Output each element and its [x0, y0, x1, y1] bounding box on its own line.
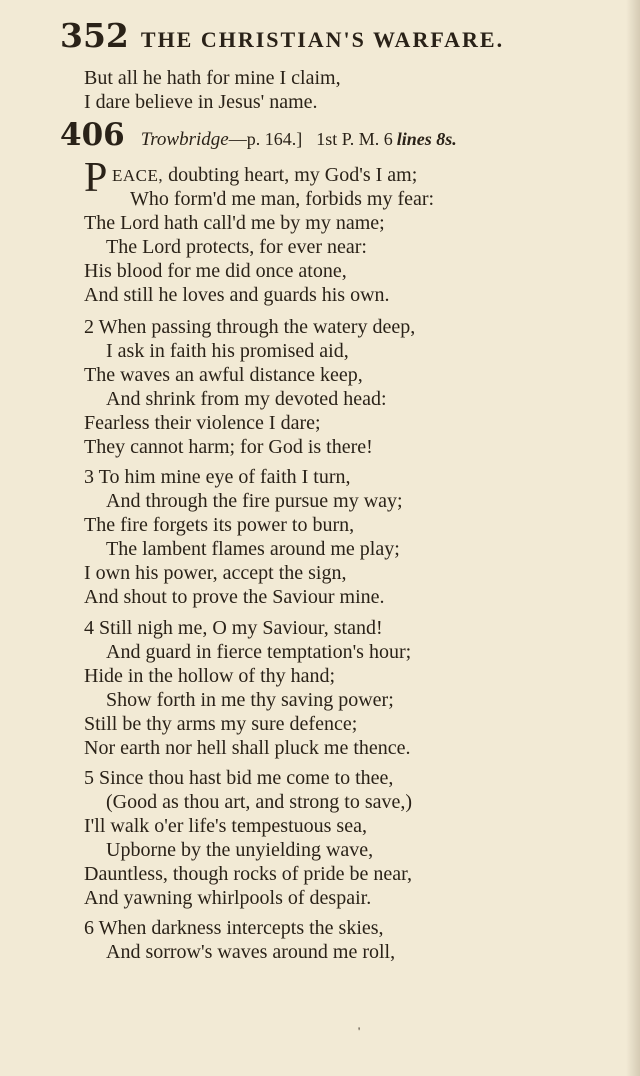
verse-line: I dare believe in Jesus' name.	[84, 91, 318, 113]
tune-name: Trowbridge	[140, 129, 229, 150]
stanza-number: 4	[84, 617, 94, 639]
verse-line: Upborne by the unyielding wave,	[106, 839, 374, 861]
hymn-number: 406	[60, 117, 125, 153]
stanza-first-line	[84, 766, 393, 790]
verse-line: I'll walk o'er life's tempestuous sea,	[84, 815, 367, 837]
page-edge-shadow	[626, 0, 640, 1076]
running-head	[60, 16, 580, 56]
running-title: THE CHRISTIAN'S WARFARE.	[140, 27, 505, 52]
stanza-number: 5	[84, 767, 94, 789]
verse-line: And through the fire pursue my way;	[106, 490, 403, 512]
stanza-number: 2	[84, 316, 94, 338]
verse-line: The Lord protects, for ever near:	[106, 236, 367, 258]
verse-line: And shout to prove the Saviour mine.	[84, 586, 385, 608]
footer-mark: '	[358, 1024, 361, 1038]
verse-line: And guard in fierce temptation's hour;	[106, 641, 412, 663]
verse-line: I ask in faith his promised aid,	[106, 340, 349, 362]
first-line-rest: doubting heart, my God's I am;	[163, 164, 418, 186]
verse-line: His blood for me did once atone,	[84, 260, 347, 282]
verse-line: Hide in the hollow of thy hand;	[84, 665, 336, 687]
verse-line: (Good as thou art, and strong to save,)	[106, 791, 413, 813]
verse-line: Nor earth nor hell shall pluck me thence.	[84, 737, 411, 759]
stanza-number: 6	[84, 917, 94, 939]
verse-line: And shrink from my devoted head:	[106, 388, 387, 410]
stanza-first-line	[84, 465, 351, 489]
verse-line: And still he loves and guards his own.	[84, 284, 390, 306]
verse-line: When passing through the watery deep,	[98, 316, 416, 338]
verse-line: Still be thy arms my sure defence;	[84, 713, 358, 735]
verse-line: The Lord hath call'd me by my name;	[84, 212, 385, 234]
stanza-first-line	[84, 315, 415, 339]
meter: 1st P. M. 6	[316, 129, 393, 149]
verse-line: The lambent flames around me play;	[106, 538, 400, 560]
verse-line: When darkness intercepts the skies,	[98, 917, 384, 939]
tune-reference: —p. 164.]	[228, 129, 303, 149]
stanza-first-line	[84, 616, 383, 640]
meter-lines: lines 8s.	[396, 129, 457, 149]
first-word: EACE,	[112, 166, 164, 185]
verse-line: And yawning whirlpools of despair.	[84, 887, 372, 909]
verse-line: Show forth in me thy saving power;	[106, 689, 394, 711]
verse-line: And sorrow's waves around me roll,	[106, 941, 396, 963]
verse-line: The waves an awful distance keep,	[84, 364, 363, 386]
stanza-number: 3	[84, 466, 94, 488]
verse-line: Fearless their violence I dare;	[84, 412, 321, 434]
verse-line: They cannot harm; for God is there!	[84, 436, 373, 458]
verse-line-first	[112, 163, 417, 188]
drop-cap: P	[84, 155, 108, 201]
verse-line: To him mine eye of faith I turn,	[98, 466, 351, 488]
page-number: 352	[60, 16, 129, 55]
verse-line: Dauntless, though rocks of pride be near,	[84, 863, 412, 885]
verse-line: Who form'd me man, forbids my fear:	[130, 188, 435, 210]
verse-line: But all he hath for mine I claim,	[84, 67, 341, 89]
verse-line: Still nigh me, O my Saviour, stand!	[99, 617, 383, 639]
verse-line: I own his power, accept the sign,	[84, 562, 347, 584]
verse-line: The fire forgets its power to burn,	[84, 514, 355, 536]
verse-line: Since thou hast bid me come to thee,	[99, 767, 394, 789]
hymn-heading	[60, 117, 600, 155]
stanza-first-line	[84, 916, 384, 940]
